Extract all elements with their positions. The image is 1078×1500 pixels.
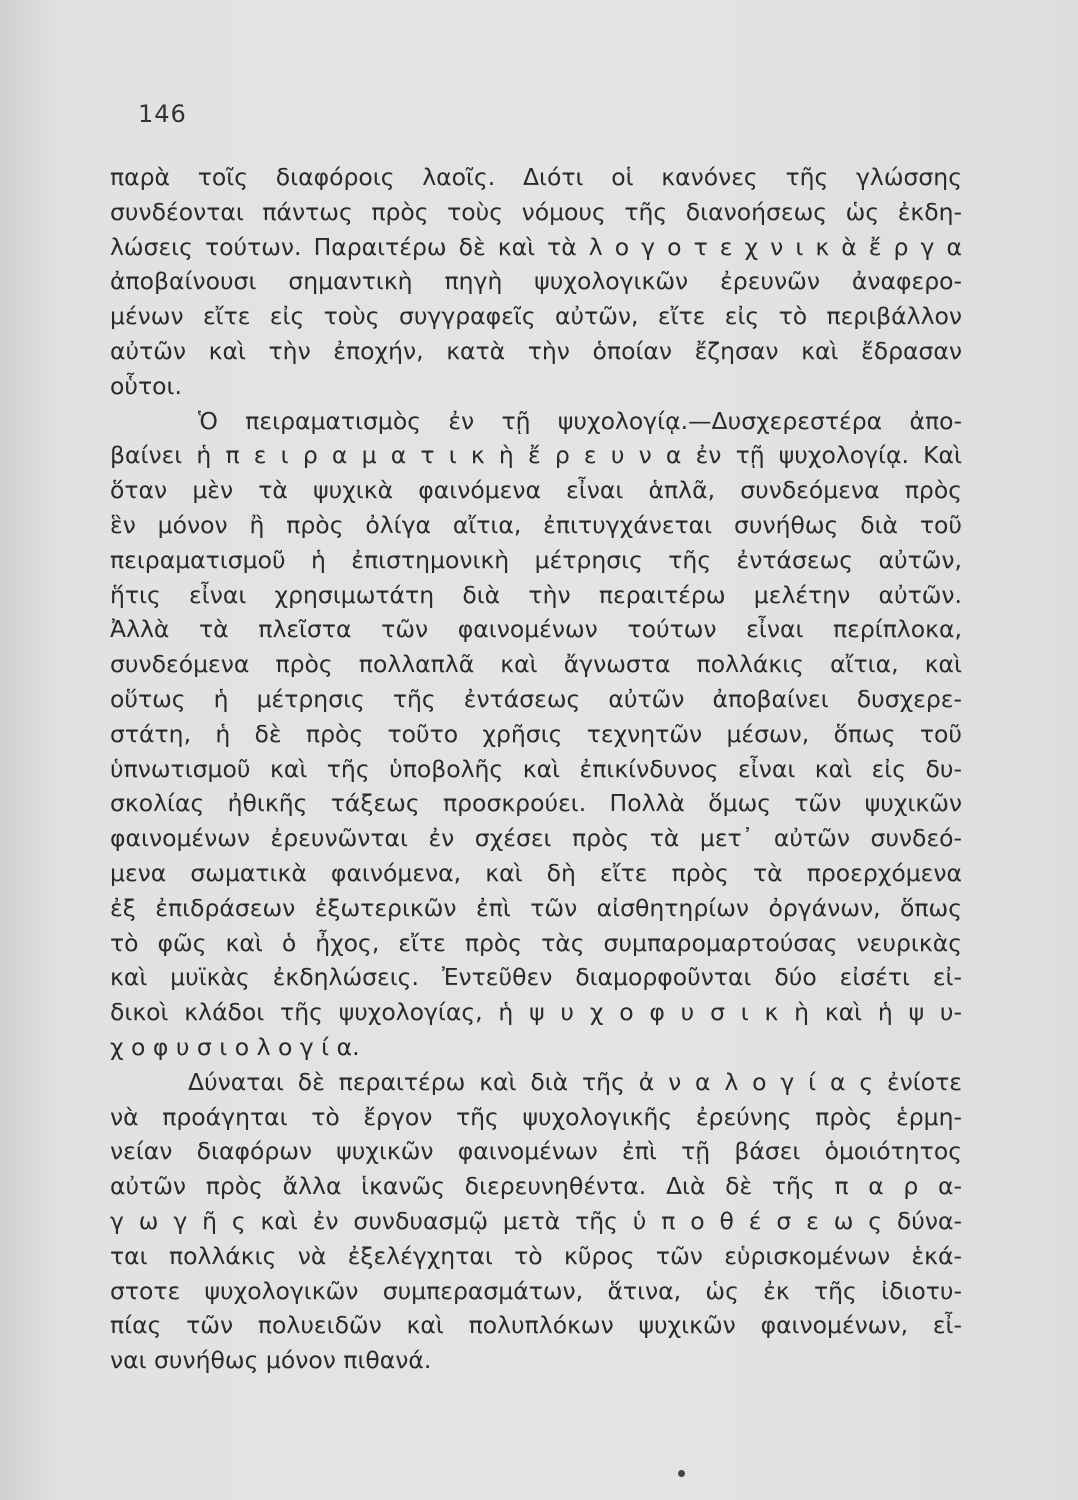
text-line: πίας τῶν πολυειδῶν καὶ πολυπλόκων ψυχικῶν φαινομένων, εἶ- <box>110 1311 962 1340</box>
text-line: καὶ μυϊκὰς ἐκδηλώσεις. Ἐντεῦθεν διαμορφοῦνται δύο εἰσέτι εἰ- <box>110 963 962 992</box>
text-line: αὐτῶν καὶ τὴν ἐποχήν, κατὰ τὴν ὁποίαν ἔζησαν καὶ ἔδρασαν <box>110 336 962 365</box>
text-line: Ἀλλὰ τὰ πλεῖστα τῶν φαινομένων τούτων εἶναι περίπλοκα, <box>110 615 962 644</box>
text-line: ὅταν μὲν τὰ ψυχικὰ φαινόμενα εἶναι ἁπλᾶ, συνδεόμενα πρὸς <box>110 476 962 505</box>
text-line: νὰ προάγηται τὸ ἔργον τῆς ψυχολογικῆς ἐρεύνης πρὸς ἑρμη- <box>110 1102 962 1131</box>
text-line: συνδεόμενα πρὸς πολλαπλᾶ καὶ ἄγνωστα πολλάκις αἴτια, καὶ <box>110 650 962 679</box>
text-line: τὸ φῶς καὶ ὁ ἦχος, εἴτε πρὸς τὰς συμπαρομαρτούσας νευρικὰς <box>110 928 962 957</box>
text-line: ἓν μόνον ἢ πρὸς ὀλίγα αἴτια, ἐπιτυγχάνεται συνήθως διὰ τοῦ <box>110 510 962 539</box>
text-line: συνδέονται πάντως πρὸς τοὺς νόμους τῆς διανοήσεως ὡς ἐκδη- <box>110 197 962 226</box>
text-line: πειραματισμοῦ ἡ ἐπιστημονικὴ μέτρησις τῆς ἐντάσεως αὐτῶν, <box>110 545 962 574</box>
text-line: ἀποβαίνουσι σημαντικὴ πηγὴ ψυχολογικῶν ἐρευνῶν ἀναφερο- <box>110 267 962 296</box>
text-line: μένων εἴτε εἰς τοὺς συγγραφεῖς αὐτῶν, εἴτε εἰς τὸ περιβάλλον <box>110 302 962 331</box>
text-line: ναι συνήθως μόνον πιθανά. <box>110 1346 432 1375</box>
text-line: δικοὶ κλάδοι τῆς ψυχολογίας, ἡ ψ υ χ ο φ υ σ ι κ ὴ καὶ ἡ ψ υ- <box>110 998 962 1027</box>
text-line: μενα σωματικὰ φαινόμενα, καὶ δὴ εἴτε πρὸς τὰ προερχόμενα <box>110 858 962 887</box>
page-number: 146 <box>138 100 187 128</box>
text-line: ὑπνωτισμοῦ καὶ τῆς ὑποβολῆς καὶ ἐπικίνδυνος εἶναι καὶ εἰς δυ- <box>110 754 962 783</box>
ink-spot <box>678 1470 685 1477</box>
text-line: Δύναται δὲ περαιτέρω καὶ διὰ τῆς ἀ ν α λ ο γ ί α ς ἐνίοτε <box>188 1067 962 1096</box>
text-line: φαινομένων ἐρευνῶνται ἐν σχέσει πρὸς τὰ μετ᾽ αὐτῶν συνδεό- <box>110 824 962 853</box>
text-line: νείαν διαφόρων ψυχικῶν φαινομένων ἐπὶ τῇ βάσει ὁμοιότητος <box>110 1137 962 1166</box>
text-line: οὕτως ἡ μέτρησις τῆς ἐντάσεως αὐτῶν ἀποβαίνει δυσχερε- <box>110 684 962 713</box>
text-line: χ ο φ υ σ ι ο λ ο γ ί α. <box>110 1032 360 1061</box>
text-line: οὗτοι. <box>110 371 182 400</box>
text-line: γ ω γ ῆ ς καὶ ἐν συνδυασμῷ μετὰ τῆς ὑ π ο θ έ σ ε ω ς δύνα- <box>110 1206 962 1235</box>
text-line: ται πολλάκις νὰ ἐξελέγχηται τὸ κῦρος τῶν εὑρισκομένων ἑκά- <box>110 1241 962 1270</box>
text-line: αὐτῶν πρὸς ἄλλα ἱκανῶς διερευνηθέντα. Διὰ δὲ τῆς π α ρ α- <box>110 1172 962 1201</box>
text-line: λώσεις τούτων. Παραιτέρω δὲ καὶ τὰ λ ο γ ο τ ε χ ν ι κ ὰ ἔ ρ γ α <box>110 232 962 261</box>
text-line: στάτη, ἡ δὲ πρὸς τοῦτο χρῆσις τεχνητῶν μέσων, ὅπως τοῦ <box>110 719 962 748</box>
text-line: βαίνει ἡ π ε ι ρ α μ α τ ι κ ὴ ἔ ρ ε υ ν α ἐν τῇ ψυχολογίᾳ. Καὶ <box>110 441 962 470</box>
text-line: ἐξ ἐπιδράσεων ἐξωτερικῶν ἐπὶ τῶν αἰσθητηρίων ὀργάνων, ὅπως <box>110 893 962 922</box>
text-line: παρὰ τοῖς διαφόροις λαοῖς. Διότι οἱ κανόνες τῆς γλώσσης <box>110 163 962 191</box>
text-line: στοτε ψυχολογικῶν συμπερασμάτων, ἅτινα, ὡς ἐκ τῆς ἰδιοτυ- <box>110 1276 962 1305</box>
text-line: σκολίας ἠθικῆς τάξεως προσκρούει. Πολλὰ ὅμως τῶν ψυχικῶν <box>110 789 962 818</box>
body-text <box>110 160 962 1378</box>
text-line: Ὁ πειραματισμὸς ἐν τῇ ψυχολογίᾳ.—Δυσχερεστέρα ἀπο- <box>198 406 962 435</box>
text-line: ἥτις εἶναι χρησιμωτάτη διὰ τὴν περαιτέρω μελέτην αὐτῶν. <box>110 580 962 609</box>
